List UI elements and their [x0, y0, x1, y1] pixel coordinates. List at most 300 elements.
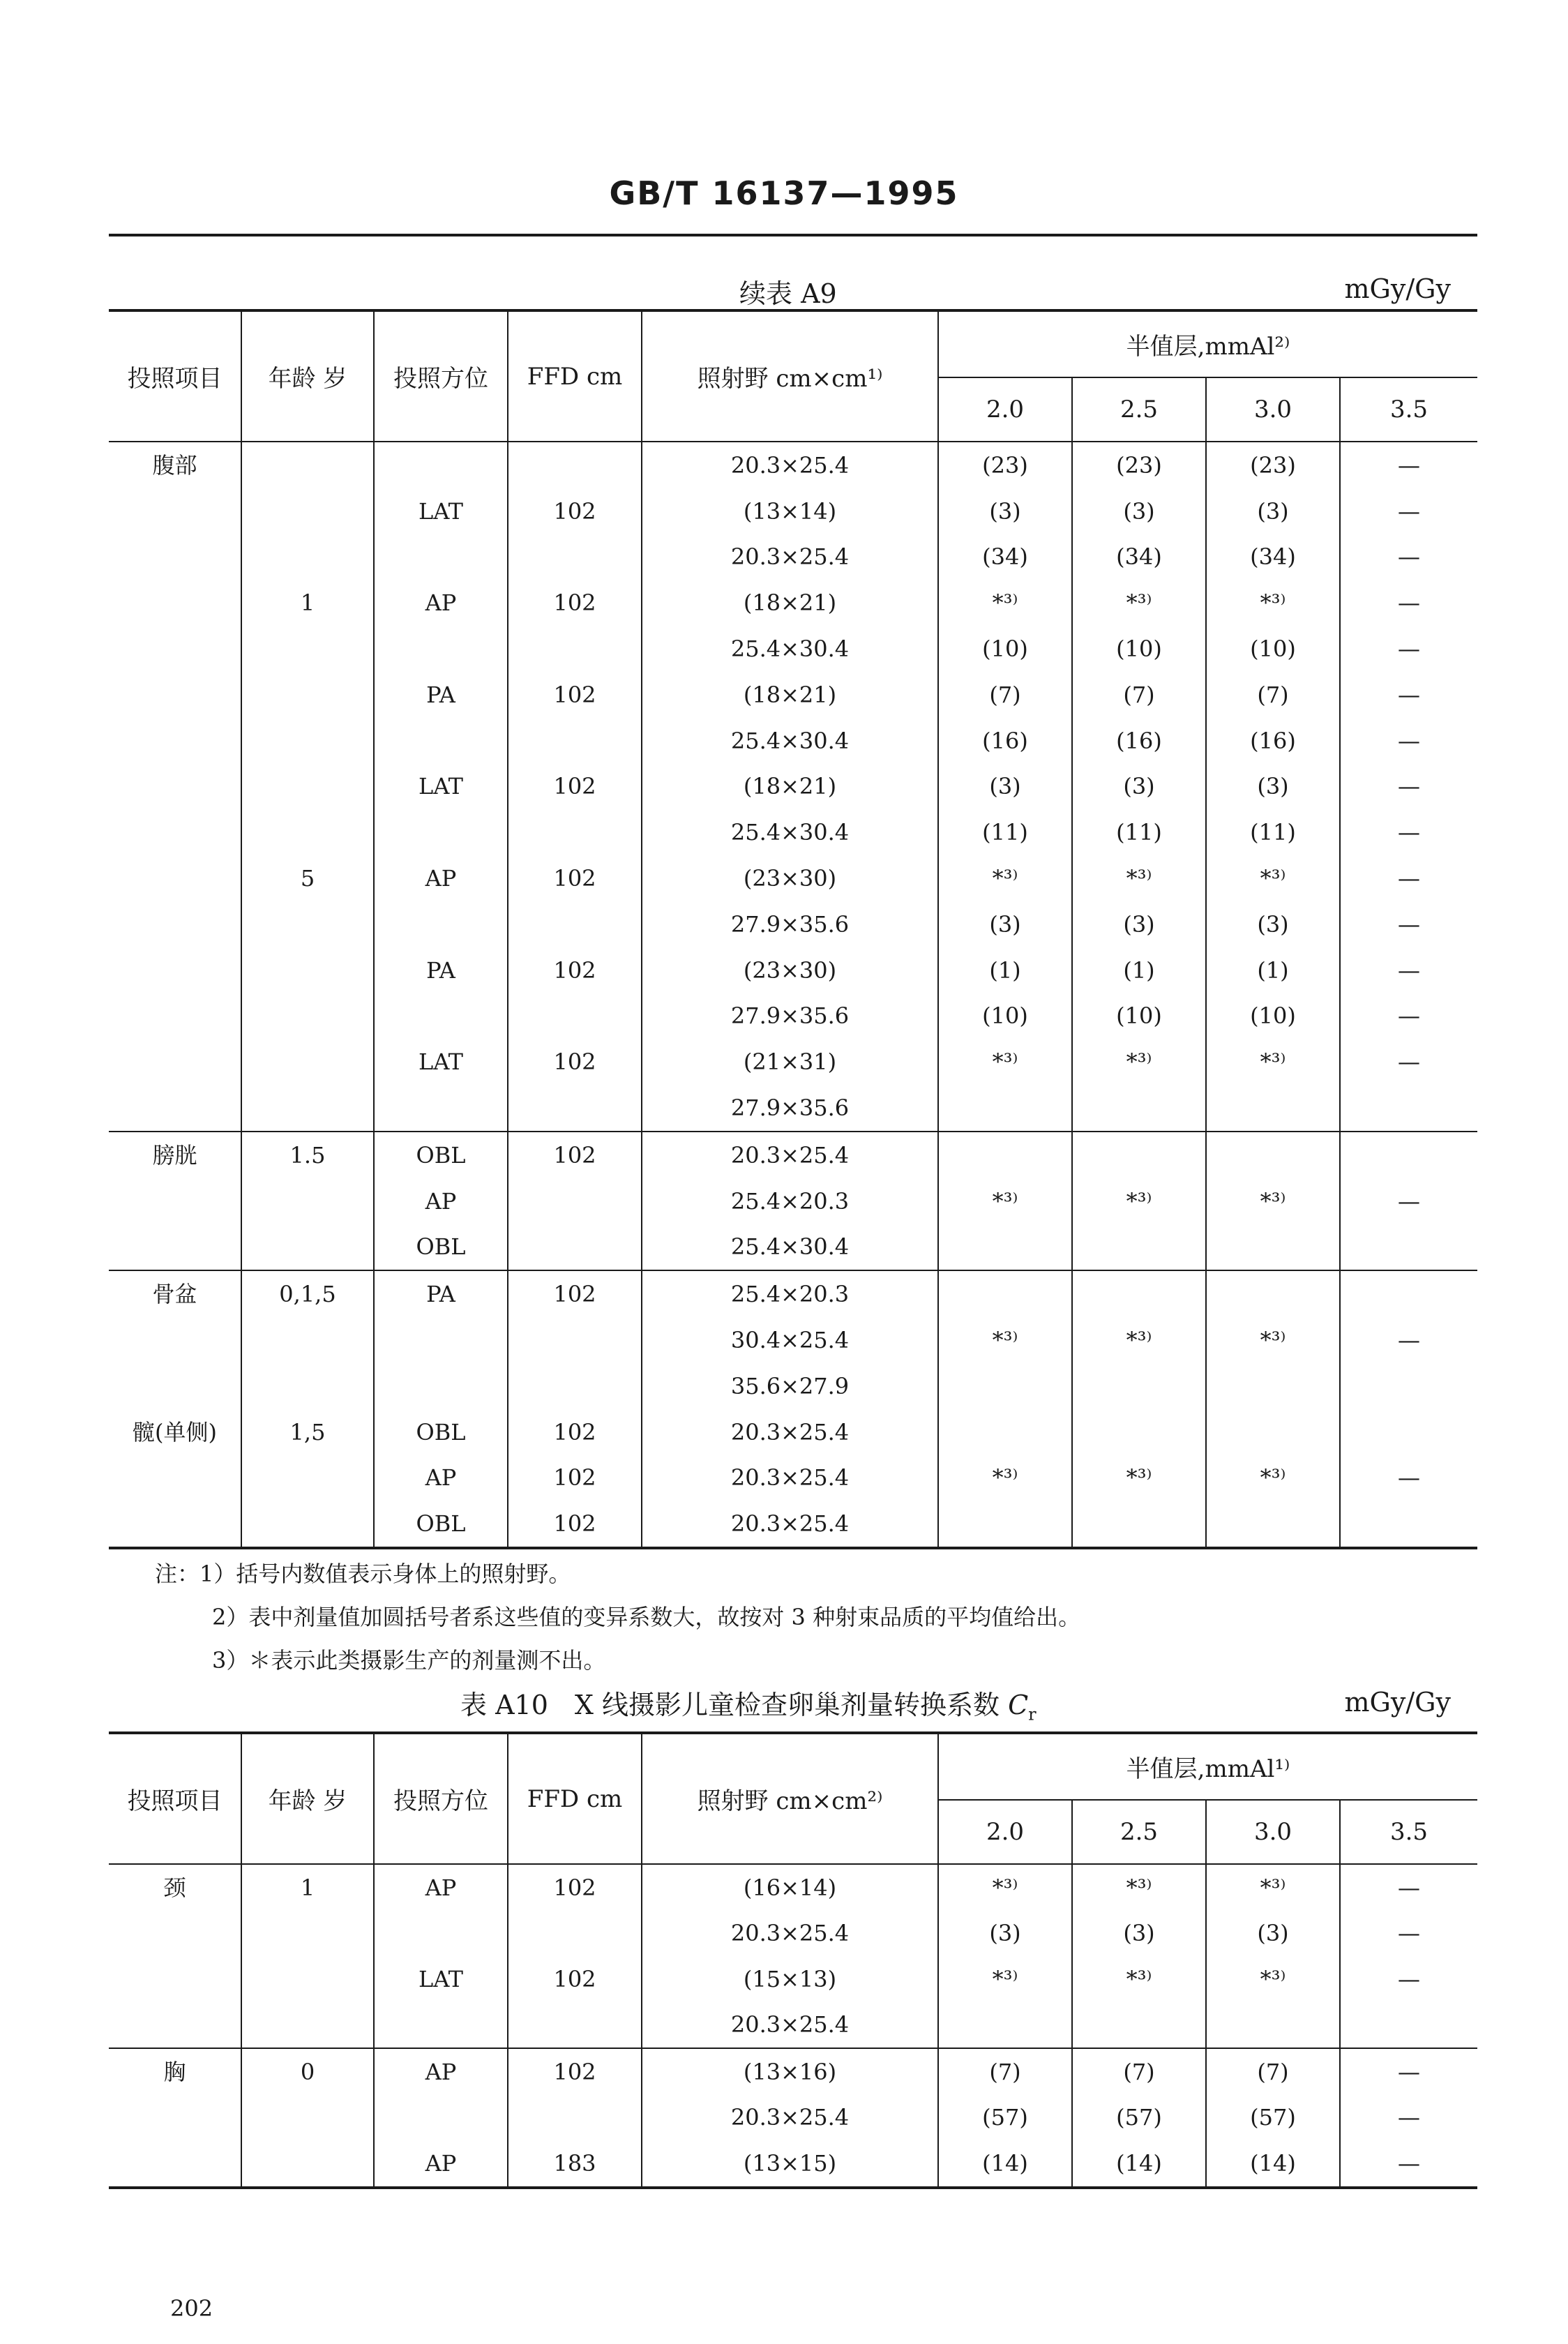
table-cell: (34)	[1072, 534, 1206, 580]
table-cell: (7)	[938, 2048, 1072, 2095]
hvl-value: 3.0	[1206, 377, 1340, 442]
table-cell	[938, 1363, 1072, 1409]
table-cell	[938, 1224, 1072, 1271]
table-cell	[241, 764, 374, 810]
table-cell: (3)	[1206, 901, 1340, 947]
table-cell: 102	[508, 672, 642, 718]
standard-number: GB/T 16137—1995	[609, 174, 959, 212]
table-cell: (16)	[938, 718, 1072, 764]
table-cell	[508, 1911, 642, 1957]
table1-unit: mGy/Gy	[1344, 273, 1451, 304]
col-header-position: 投照方位	[374, 310, 508, 442]
table-cell	[109, 1363, 241, 1409]
table-cell: (16)	[1072, 718, 1206, 764]
table-cell: (34)	[1206, 534, 1340, 580]
table-cell: *³⁾	[938, 1178, 1072, 1224]
table2-caption-text: 表 A10 X 线摄影儿童检查卵巢剂量转换系数	[460, 1690, 1009, 1720]
table-cell	[109, 488, 241, 534]
table-cell	[109, 993, 241, 1039]
hvl-value: 2.5	[1072, 377, 1206, 442]
table-cell	[241, 809, 374, 855]
hvl-value: 3.5	[1340, 1800, 1477, 1864]
table-cell	[241, 1501, 374, 1548]
table-cell	[508, 1317, 642, 1363]
table-cell: OBL	[374, 1132, 508, 1178]
table-cell: (13×14)	[642, 488, 938, 534]
table-cell	[109, 764, 241, 810]
table-cell	[241, 2095, 374, 2141]
table-cell	[109, 718, 241, 764]
table-cell	[109, 1956, 241, 2002]
table-cell: 1.5	[241, 1132, 374, 1178]
table-cell: 102	[508, 1409, 642, 1455]
hvl-value: 2.0	[938, 377, 1072, 442]
table-cell: LAT	[374, 1039, 508, 1085]
table-cell: (3)	[938, 1911, 1072, 1957]
table-cell	[109, 1317, 241, 1363]
table-row	[109, 855, 1477, 901]
table-cell: (11)	[938, 809, 1072, 855]
col-header-hvl: 半值层,mmAl¹⁾	[938, 1733, 1477, 1800]
table-cell	[1072, 1409, 1206, 1455]
table-cell: (10)	[1206, 626, 1340, 672]
table1-caption: 续表 A9	[739, 278, 837, 309]
table-row	[109, 947, 1477, 993]
table-cell: (23)	[938, 442, 1072, 488]
table-cell: 102	[508, 1455, 642, 1501]
table-cell: 25.4×30.4	[642, 809, 938, 855]
table-cell: *³⁾	[938, 855, 1072, 901]
table-cell	[241, 1085, 374, 1132]
table-row	[109, 1911, 1477, 1957]
table-row	[109, 1455, 1477, 1501]
table-cell: (57)	[938, 2095, 1072, 2141]
table-row	[109, 1956, 1477, 2002]
table-cell: (34)	[938, 534, 1072, 580]
table-cell	[241, 947, 374, 993]
col-header-ffd: FFD cm	[508, 1733, 642, 1864]
table-row	[109, 1363, 1477, 1409]
table-cell: 0	[241, 2048, 374, 2095]
table-row	[109, 718, 1477, 764]
table-cell	[109, 1501, 241, 1548]
table-cell: 27.9×35.6	[642, 1085, 938, 1132]
table-cell: —	[1340, 947, 1477, 993]
table-cell	[241, 1317, 374, 1363]
table-cell: (18×21)	[642, 580, 938, 626]
table-cell	[508, 534, 642, 580]
table-cell	[374, 1363, 508, 1409]
table-cell: *³⁾	[1072, 855, 1206, 901]
table-cell	[1340, 1270, 1477, 1317]
table-cell	[109, 1039, 241, 1085]
table-cell: (57)	[1206, 2095, 1340, 2141]
table-cell: AP	[374, 2140, 508, 2188]
table-cell: *³⁾	[1206, 1956, 1340, 2002]
table-cell	[1072, 1501, 1206, 1548]
table-cell: *³⁾	[938, 1956, 1072, 2002]
table-cell: (7)	[1072, 2048, 1206, 2095]
table-row	[109, 1132, 1477, 1178]
table-cell	[508, 626, 642, 672]
table-cell: AP	[374, 1178, 508, 1224]
table-cell: 20.3×25.4	[642, 2002, 938, 2049]
table-cell: 20.3×25.4	[642, 2095, 938, 2141]
table2-caption-symbol: C	[1008, 1690, 1029, 1720]
table-cell: *³⁾	[1072, 1317, 1206, 1363]
table-cell: 25.4×30.4	[642, 1224, 938, 1271]
table-cell: 20.3×25.4	[642, 1409, 938, 1455]
table-cell: LAT	[374, 764, 508, 810]
table-cell: (3)	[1206, 764, 1340, 810]
table-cell: 20.3×25.4	[642, 534, 938, 580]
table-cell	[109, 947, 241, 993]
table-cell: (7)	[1206, 672, 1340, 718]
table-cell: (10)	[1072, 626, 1206, 672]
table-cell: (3)	[1072, 901, 1206, 947]
table-cell	[241, 2140, 374, 2188]
table-cell: —	[1340, 580, 1477, 626]
table-cell	[1072, 1132, 1206, 1178]
table-cell: *³⁾	[1072, 1455, 1206, 1501]
table-cell	[508, 1224, 642, 1271]
table-cell	[374, 442, 508, 488]
table-cell: 35.6×27.9	[642, 1363, 938, 1409]
table-cell: (18×21)	[642, 672, 938, 718]
table-cell	[109, 2002, 241, 2049]
col-header-ffd: FFD cm	[508, 310, 642, 442]
table-cell	[241, 1178, 374, 1224]
table-cell	[241, 626, 374, 672]
table-cell: —	[1340, 2140, 1477, 2188]
table-cell	[1340, 1501, 1477, 1548]
header-rule	[109, 234, 1477, 236]
table-cell: *³⁾	[1206, 1455, 1340, 1501]
table-cell: —	[1340, 672, 1477, 718]
table-cell: *³⁾	[938, 580, 1072, 626]
col-header-field: 照射野 cm×cm¹⁾	[642, 310, 938, 442]
table-row	[109, 2048, 1477, 2095]
table-cell	[374, 993, 508, 1039]
table-cell	[374, 2002, 508, 2049]
table-cell: *³⁾	[1206, 1317, 1340, 1363]
table-cell	[508, 1178, 642, 1224]
note-3: 3）＊表示此类摄影生产的剂量测不出。	[212, 1647, 606, 1674]
table-cell: (10)	[1072, 993, 1206, 1039]
table-cell: 183	[508, 2140, 642, 2188]
table-cell	[109, 809, 241, 855]
table-cell: (11)	[1072, 809, 1206, 855]
table-cell: (10)	[1206, 993, 1340, 1039]
table-cell: 102	[508, 947, 642, 993]
table-row	[109, 442, 1477, 488]
table-cell: (15×13)	[642, 1956, 938, 2002]
table-cell: —	[1340, 764, 1477, 810]
table-cell: AP	[374, 855, 508, 901]
table-cell: (10)	[938, 626, 1072, 672]
table-cell	[1206, 1085, 1340, 1132]
table-cell: *³⁾	[1206, 1039, 1340, 1085]
table-cell	[1340, 1409, 1477, 1455]
table-cell	[508, 993, 642, 1039]
table-cell: 髋(单侧)	[133, 1418, 217, 1445]
table-cell: 25.4×30.4	[642, 626, 938, 672]
table-cell: *³⁾	[1072, 1039, 1206, 1085]
table2-caption	[460, 1683, 1036, 1725]
table-cell: 0,1,5	[241, 1270, 374, 1317]
table-cell	[374, 1085, 508, 1132]
table-cell	[1206, 1270, 1340, 1317]
hvl-value: 2.5	[1072, 1800, 1206, 1864]
table-cell: —	[1340, 809, 1477, 855]
table-cell: (3)	[1206, 1911, 1340, 1957]
table-cell: 102	[508, 1501, 642, 1548]
table-cell	[1206, 1501, 1340, 1548]
col-header-position: 投照方位	[374, 1733, 508, 1864]
table-row	[109, 809, 1477, 855]
table-cell: PA	[374, 672, 508, 718]
table-cell: (16×14)	[642, 1864, 938, 1911]
table-cell	[109, 1911, 241, 1957]
table-row	[109, 626, 1477, 672]
table-cell: —	[1340, 534, 1477, 580]
table-cell: —	[1340, 2048, 1477, 2095]
table-cell	[109, 534, 241, 580]
col-header-item: 投照项目	[109, 1733, 241, 1864]
table-cell: *³⁾	[1072, 1956, 1206, 2002]
table-cell: 102	[508, 1956, 642, 2002]
table-cell: PA	[374, 1270, 508, 1317]
table-cell: 102	[508, 764, 642, 810]
table-cell	[1072, 1270, 1206, 1317]
table-cell	[109, 1178, 241, 1224]
table-cell: 102	[508, 488, 642, 534]
table-cell: (7)	[1072, 672, 1206, 718]
table-row	[109, 764, 1477, 810]
table-cell: 5	[241, 855, 374, 901]
table-row	[109, 993, 1477, 1039]
table-cell	[1072, 1224, 1206, 1271]
table-cell: 1	[241, 1864, 374, 1911]
table-cell	[109, 1455, 241, 1501]
table-cell: (7)	[1206, 2048, 1340, 2095]
table-a9-continued	[109, 309, 1477, 1549]
col-header-item: 投照项目	[109, 310, 241, 442]
table-cell: *³⁾	[938, 1317, 1072, 1363]
table-cell	[109, 901, 241, 947]
table-cell: —	[1340, 1178, 1477, 1224]
table-cell: (3)	[1072, 488, 1206, 534]
table-cell	[109, 580, 241, 626]
table-cell: (23×30)	[642, 855, 938, 901]
table-cell: 27.9×35.6	[642, 993, 938, 1039]
table-cell: 颈	[163, 1874, 186, 1901]
table-cell: 102	[508, 1132, 642, 1178]
table-cell	[241, 1363, 374, 1409]
table-cell	[374, 718, 508, 764]
table-row	[109, 2095, 1477, 2141]
table-cell	[241, 442, 374, 488]
table-cell	[241, 1039, 374, 1085]
table-cell	[1206, 1132, 1340, 1178]
table-cell	[508, 2002, 642, 2049]
table-cell: *³⁾	[938, 1864, 1072, 1911]
table-cell	[241, 488, 374, 534]
table-cell: —	[1340, 718, 1477, 764]
table-cell	[374, 901, 508, 947]
table-cell: 20.3×25.4	[642, 1501, 938, 1548]
table-cell: —	[1340, 993, 1477, 1039]
table-cell: 20.3×25.4	[642, 1455, 938, 1501]
table-row	[109, 672, 1477, 718]
table-cell: —	[1340, 1039, 1477, 1085]
table-cell: OBL	[374, 1409, 508, 1455]
table-cell	[1340, 1224, 1477, 1271]
table-cell	[938, 1132, 1072, 1178]
table-cell	[374, 809, 508, 855]
table2-caption-subscript: r	[1028, 1704, 1036, 1725]
table-row	[109, 901, 1477, 947]
table-cell: —	[1340, 901, 1477, 947]
table1-body	[109, 442, 1477, 1548]
table-cell: *³⁾	[1072, 580, 1206, 626]
col-header-age: 年龄 岁	[241, 310, 374, 442]
page-number: 202	[170, 2295, 213, 2322]
table-cell	[241, 1911, 374, 1957]
table-cell: (14)	[1072, 2140, 1206, 2188]
table-cell: —	[1340, 855, 1477, 901]
table-cell	[241, 672, 374, 718]
table-cell: OBL	[374, 1224, 508, 1271]
table-cell: (21×31)	[642, 1039, 938, 1085]
table-cell: —	[1340, 488, 1477, 534]
table-row	[109, 580, 1477, 626]
hvl-value: 3.0	[1206, 1800, 1340, 1864]
table-cell: 20.3×25.4	[642, 1911, 938, 1957]
table-cell: 20.3×25.4	[642, 442, 938, 488]
table-cell: (3)	[1072, 1911, 1206, 1957]
table-cell	[508, 718, 642, 764]
table-cell: 102	[508, 2048, 642, 2095]
table-cell	[374, 1317, 508, 1363]
table-cell: (3)	[938, 488, 1072, 534]
table-cell	[938, 1270, 1072, 1317]
table-a10	[109, 1731, 1477, 2189]
table-cell	[109, 672, 241, 718]
table-cell	[241, 1956, 374, 2002]
table-cell: 1	[241, 580, 374, 626]
table-cell: —	[1340, 1911, 1477, 1957]
table-cell	[1340, 1085, 1477, 1132]
table-cell: AP	[374, 580, 508, 626]
table-cell: PA	[374, 947, 508, 993]
table-row	[109, 1270, 1477, 1317]
table-cell: (23×30)	[642, 947, 938, 993]
table-cell	[241, 534, 374, 580]
table-cell: (3)	[938, 901, 1072, 947]
table-cell	[508, 1363, 642, 1409]
table-cell	[1340, 1132, 1477, 1178]
table-cell	[241, 993, 374, 1039]
note-1: 注：1）括号内数值表示身体上的照射野。	[155, 1561, 571, 1587]
table-cell	[109, 2095, 241, 2141]
table-cell	[374, 534, 508, 580]
table-cell: LAT	[374, 488, 508, 534]
table-row	[109, 1224, 1477, 1271]
table-cell	[938, 1085, 1072, 1132]
table-row	[109, 1085, 1477, 1132]
table-cell: (11)	[1206, 809, 1340, 855]
table-cell: (10)	[938, 993, 1072, 1039]
hvl-value: 3.5	[1340, 377, 1477, 442]
table-cell	[1206, 1409, 1340, 1455]
table-cell	[508, 809, 642, 855]
table-cell	[938, 2002, 1072, 2049]
table-cell: 27.9×35.6	[642, 901, 938, 947]
table-cell: 102	[508, 1864, 642, 1911]
table-cell: 腹部	[152, 451, 197, 479]
table-cell	[938, 1409, 1072, 1455]
table-cell	[109, 855, 241, 901]
table-cell: 102	[508, 855, 642, 901]
table-cell: *³⁾	[1072, 1864, 1206, 1911]
table-cell	[109, 1085, 241, 1132]
table-cell: (14)	[938, 2140, 1072, 2188]
table-cell	[508, 901, 642, 947]
table-cell: (16)	[1206, 718, 1340, 764]
table-cell: (18×21)	[642, 764, 938, 810]
col-header-field: 照射野 cm×cm²⁾	[642, 1733, 938, 1864]
table-cell: AP	[374, 1864, 508, 1911]
table-cell: —	[1340, 1455, 1477, 1501]
col-header-age: 年龄 岁	[241, 1733, 374, 1864]
table-row	[109, 534, 1477, 580]
table-cell: —	[1340, 1956, 1477, 2002]
note-2: 2）表中剂量值加圆括号者系这些值的变异系数大，故按对 3 种射束品质的平均值给出。	[212, 1604, 1081, 1630]
table-row	[109, 1178, 1477, 1224]
table-cell	[1340, 1363, 1477, 1409]
table-cell: AP	[374, 2048, 508, 2095]
table-cell: (1)	[938, 947, 1072, 993]
table-row	[109, 488, 1477, 534]
table-cell	[508, 442, 642, 488]
table-cell	[374, 626, 508, 672]
table-row	[109, 1501, 1477, 1548]
table-cell: *³⁾	[1072, 1178, 1206, 1224]
table-cell: —	[1340, 442, 1477, 488]
table-cell: (3)	[938, 764, 1072, 810]
table-cell	[1340, 2002, 1477, 2049]
table-cell: *³⁾	[1206, 1178, 1340, 1224]
table-cell: —	[1340, 1317, 1477, 1363]
table-cell	[938, 1501, 1072, 1548]
table2-body	[109, 1864, 1477, 2188]
table-cell: —	[1340, 2095, 1477, 2141]
table-cell: 25.4×30.4	[642, 718, 938, 764]
table2-unit: mGy/Gy	[1344, 1687, 1451, 1718]
table-cell: 102	[508, 1270, 642, 1317]
table-cell	[109, 2140, 241, 2188]
table-cell	[1072, 1363, 1206, 1409]
table-cell: 20.3×25.4	[642, 1132, 938, 1178]
table-cell: *³⁾	[1206, 1864, 1340, 1911]
table-cell: (7)	[938, 672, 1072, 718]
table-cell: 1,5	[241, 1409, 374, 1455]
table-cell: 25.4×20.3	[642, 1178, 938, 1224]
table-cell	[508, 2095, 642, 2141]
table-cell	[1206, 2002, 1340, 2049]
table-cell: —	[1340, 1864, 1477, 1911]
